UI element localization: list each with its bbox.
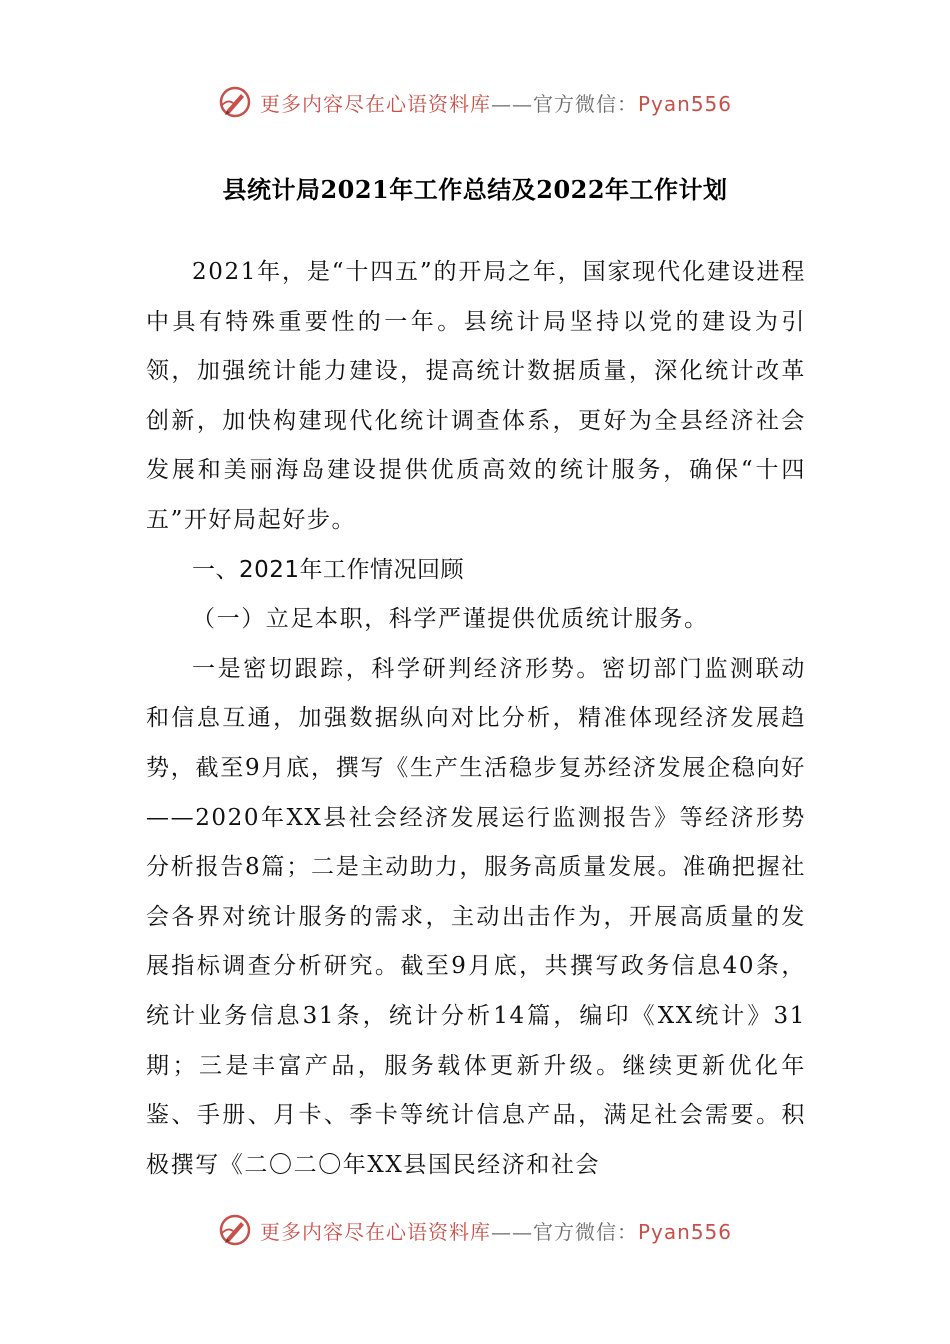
watermark-dash: —— xyxy=(490,91,533,116)
watermark-text xyxy=(260,1216,732,1245)
watermark-banner-bottom xyxy=(0,1210,950,1250)
watermark-dash: —— xyxy=(490,1219,533,1244)
intro-paragraph: 2021年，是“十四五”的开局之年，国家现代化建设进程中具有特殊重要性的一年。县统计局坚持以党的建设为引领，加强统计能力建设，提高统计数据质量，深化统计改革创新，加快构建现代化统计调查体系，更好为全县经济社会发展和美丽海岛建设提供优质高效的统计服务，确保“十四五”开好局起好步。 xyxy=(146,259,806,533)
pen-logo-icon xyxy=(218,85,252,119)
watermark-red-text: 更多内容尽在心语资料库 xyxy=(259,1219,491,1244)
watermark-banner-top xyxy=(0,82,950,122)
watermark-text xyxy=(260,88,732,117)
subsection-heading: （一）立足本职，科学严谨提供优质统计服务。 xyxy=(192,606,709,633)
body-paragraph: 一是密切跟踪，科学研判经济形势。密切部门监测联动和信息互通，加强数据纵向对比分析，精准体现经济发展趋势，截至9月底，撰写《生产生活稳步复苏经济发展企稳向好——2020年XX县社会经济发展运行监测报告》等经济形势分析报告8篇；二是主动助力，服务高质量发展。准确把握社会各界对统计服务的需求，主动出击作为，开展高质量的发展指标调查分析研究。截至9月底，共撰写政务信息40条，统计业务信息31条，统计分析14篇，编印《XX统计》31期；三是丰富产品，服务载体更新升级。继续更新优化年鉴、手册、月卡、季卡等统计信息产品，满足社会需要。积极撰写《二〇二〇年XX县国民经济和社会 xyxy=(146,655,806,1178)
watermark-label: 官方微信： xyxy=(532,91,638,116)
document-body xyxy=(146,248,806,1190)
document-title: 县统计局2021年工作总结及2022年工作计划 xyxy=(222,175,728,204)
section-heading: 一、2021年工作情况回顾 xyxy=(192,556,465,583)
watermark-id: Pyan556 xyxy=(637,91,732,116)
watermark-red-text: 更多内容尽在心语资料库 xyxy=(259,91,491,116)
watermark-id: Pyan556 xyxy=(637,1219,732,1244)
pen-logo-icon xyxy=(218,1213,252,1247)
watermark-label: 官方微信： xyxy=(532,1219,638,1244)
